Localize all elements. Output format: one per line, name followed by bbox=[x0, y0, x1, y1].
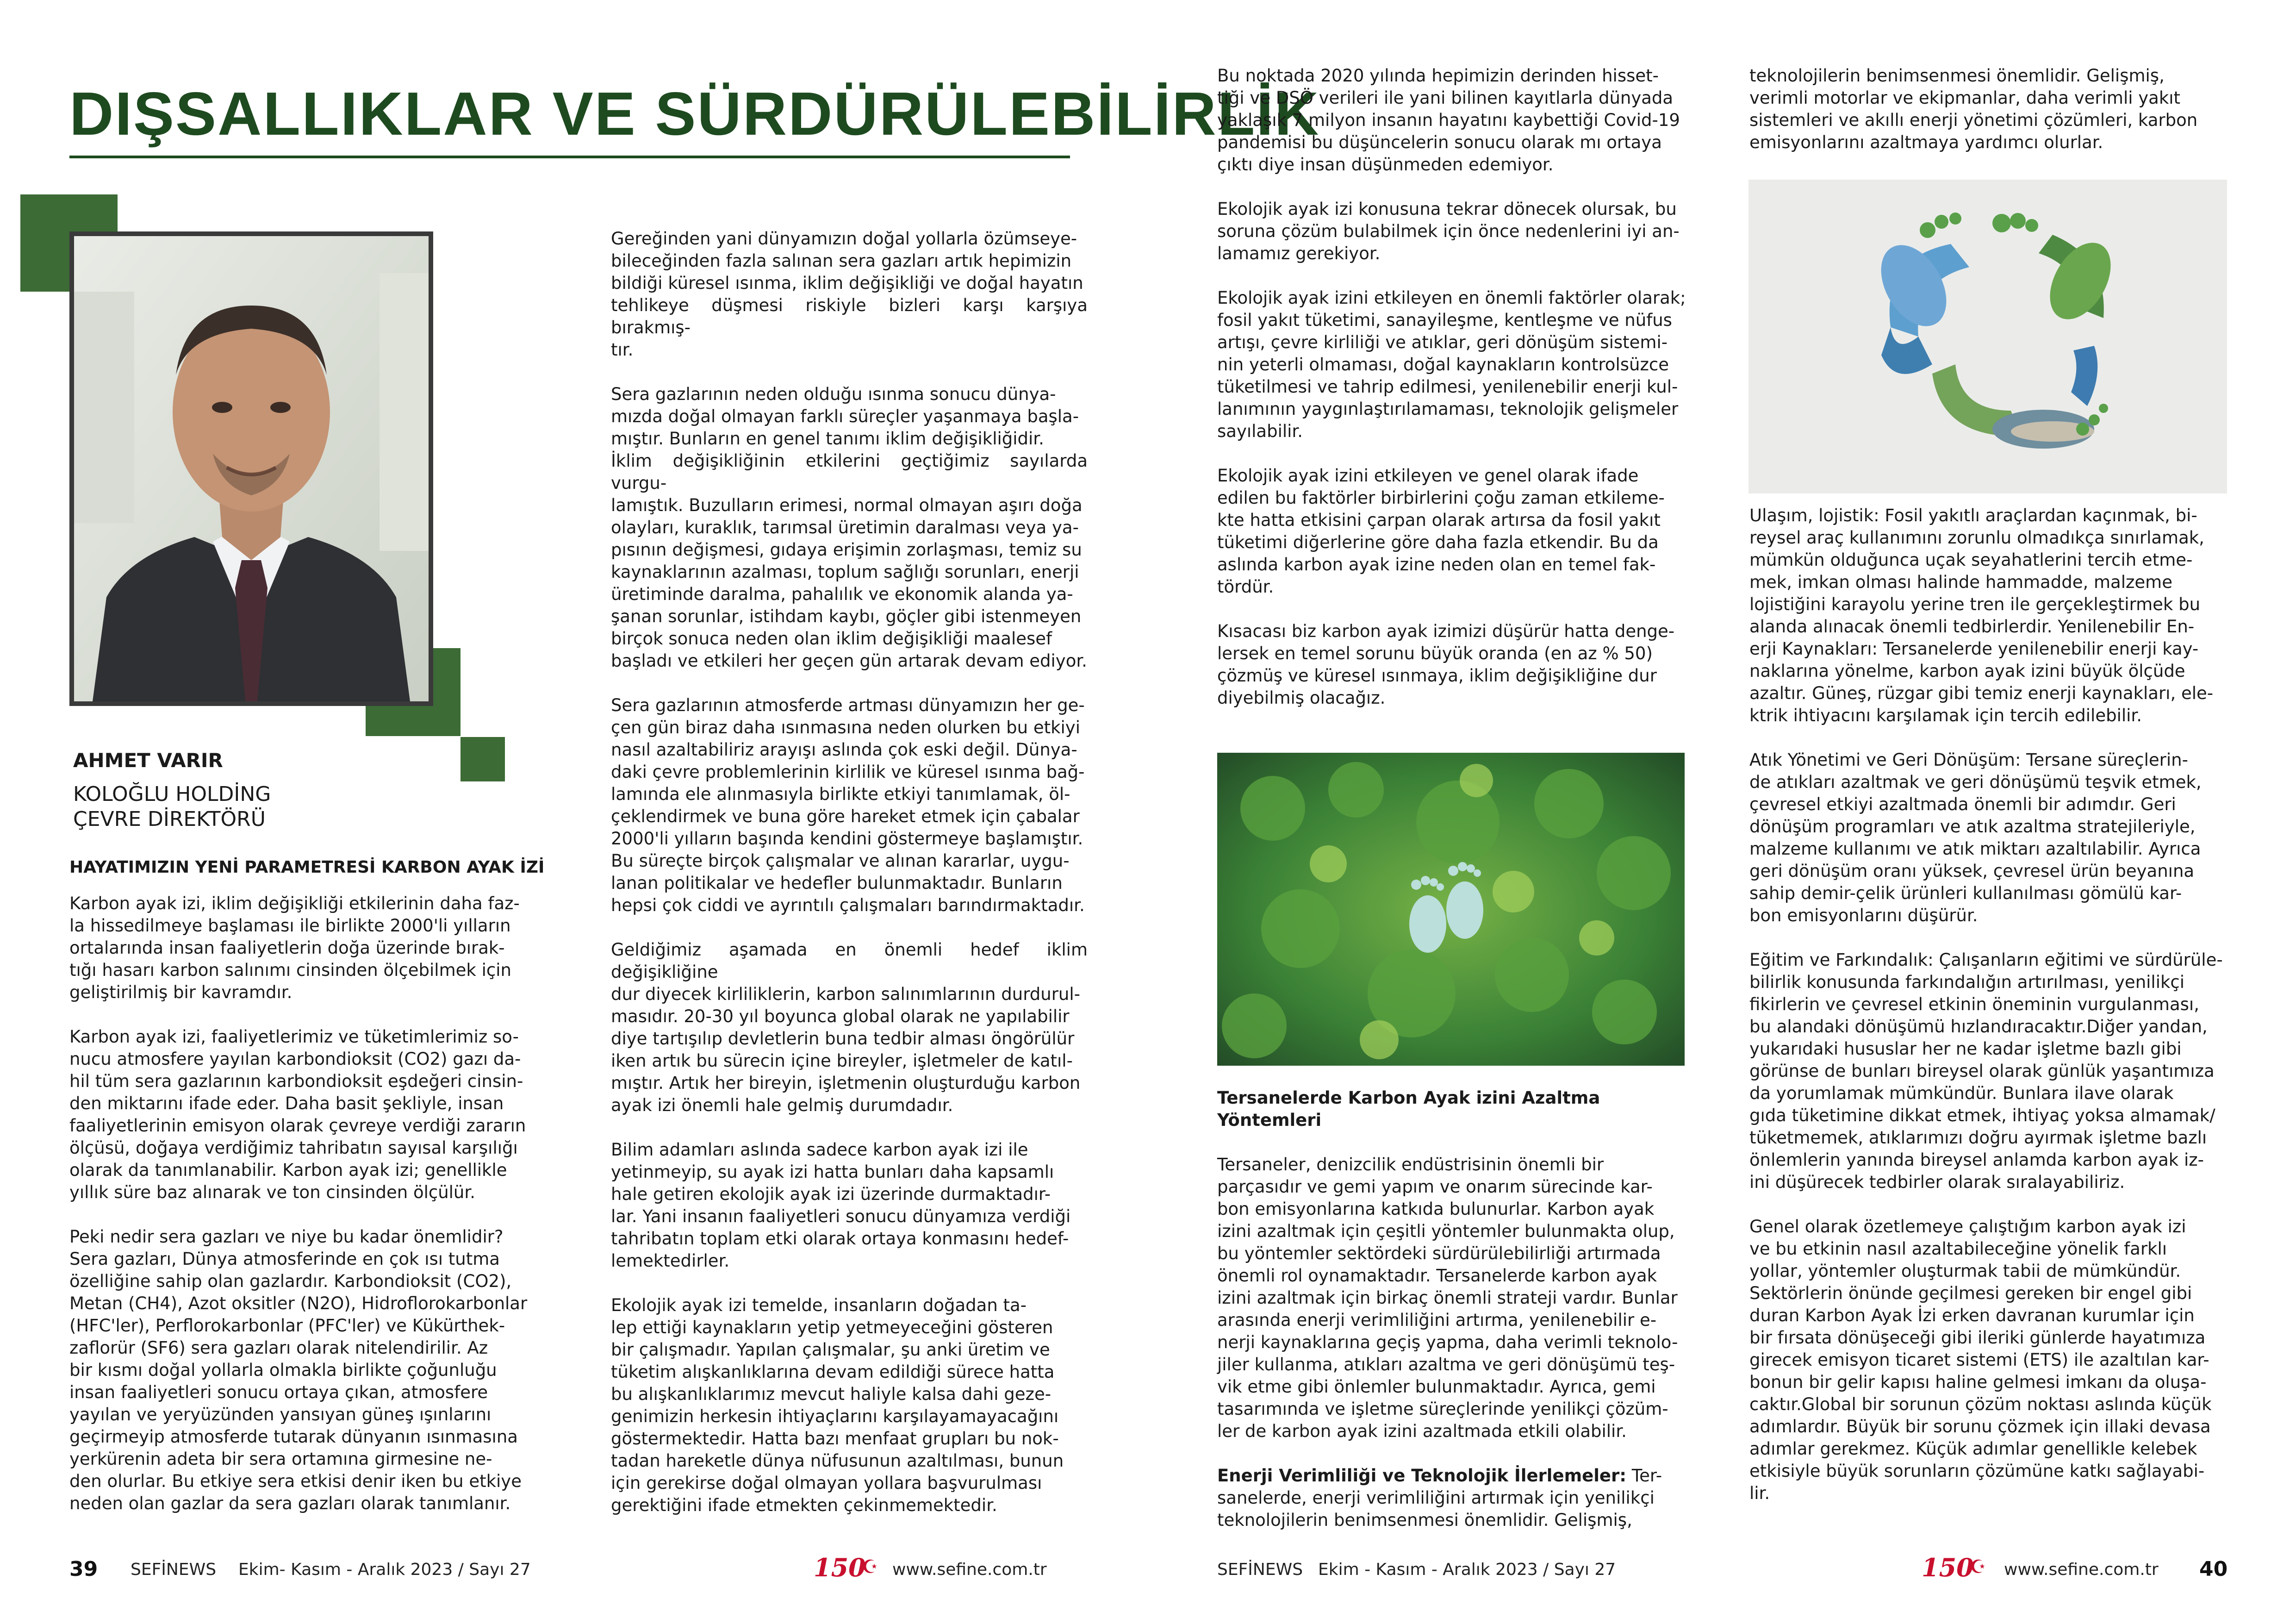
issue-info-right: Ekim - Kasım - Aralık 2023 / Sayı 27 bbox=[1318, 1560, 1616, 1579]
author-company: KOLOĞLU HOLDİNG bbox=[73, 782, 271, 806]
paragraph: teknolojilerin benimsenmesi önemlidir. Gelişmiş, verimli motorlar ve ekipmanlar, daha verimli yakıt sistemleri ve akıllı enerji yönetimi çözümleri, karbon emisyonlarını azaltmaya yardımcı olurlar. bbox=[1749, 66, 2198, 152]
page-number-left: 39 bbox=[69, 1557, 98, 1581]
column-4 bbox=[1749, 65, 2226, 176]
forest-footprint-image bbox=[1217, 753, 1685, 1066]
section-heading: HAYATIMIZIN YENİ PARAMETRESİ KARBON AYAK İZİ bbox=[69, 858, 545, 877]
paragraph: Ekolojik ayak izi temelde, insanların doğadan ta- lep ettiği kaynakların yetip yetmeyeceğini gösteren bir çalışmadır. Yapılan çalışmalar, şu anki üretim ve tüketim alışkanlıklarına devam edildiği sürece hatta bu alışkanlıklarımız mevcut haliyle kalsa dahi geze- genimizin herkesin ihtiyaçlarını karşılayamayacağını göstermektedir. Hatta bazı menfaat grupları bu nok- tadan hareketle dünya nüfusunun azaltılması, bunun için gerekirse doğal olmayan yollara başvurulması gerektiğini ifade etmekten çekinmemektedir. bbox=[611, 1295, 1064, 1515]
paragraph: Sera gazlarının atmosferde artması dünyamızın her ge- çen gün biraz daha ısınmasına neden olurken bu etkiyi nasıl azaltabiliriz arayışı aslında çok eski değil. Dünya- daki çevre problemlerinin kirlilik ve küresel ısınma bağ- lamında ele alınmasıyla birlikte etkiyi tanımlamak, öl- çeklendirmek ve buna göre hareket etmek için çabalar 2000'li yılların başında kendini göstermeye başlamıştır. Bu süreçte birçok çalışmalar ve alınan kararlar, uygu- lanan politikalar ve hedefler bulunmaktadır. Bunların hepsi çok ciddi ve ayrıntılı çalışmaları barındırmaktadır. bbox=[611, 695, 1085, 915]
paragraph: Genel olarak özetlemeye çalıştığım karbon ayak izi ve bu etkinin nasıl azaltabileceğine yönelik farklı yollar, yöntemler oluşturmak tabii de mümkündür. Sektörlerin önünde geçilmesi gereken bir engel gibi duran Karbon Ayak İzi erken davranan kurumlar için bir fırsata dönüşeceği gibi ileriki günlerde hayatımıza girecek emisyon ticaret sistemi (ETS) ile azaltılan kar- bonun bir gelir kapısı haline gelmesi imkanı da oluşa- caktır.Global bir sorunun çözüm noktası aslında küçük adımlardır. Büyük bir sorunu çözmek için illaki devasa adımlar gerekmez. Küçük adımlar genellikle kelebek etkisiyle büyük sorunların çözümüne katkı sağlayabi- lir. bbox=[1749, 1217, 2212, 1503]
star-crescent-icon: ☪ bbox=[862, 1556, 878, 1578]
sefine-150-logo-left: 150 bbox=[814, 1553, 866, 1582]
paragraph bbox=[1217, 1465, 1694, 1531]
paragraph: Bilim adamları aslında sadece karbon ayak izi ile yetinmeyip, su ayak izi hatta bunları daha kapsamlı hale getiren ekolojik ayak izi üzerinde durmaktadır- lar. Yani insanın faaliyetleri sonucu dünyamıza verdiği tahribatın toplam etki olarak ortaya konmasını hedef- lemektedirler. bbox=[611, 1140, 1071, 1271]
paragraph: Peki nedir sera gazları ve niye bu kadar önemlidir? Sera gazları, Dünya atmosferinde en çok ısı tutma özelliğine sahip olan gazlardır. Karbondioksit (CO2), Metan (CH4), Azot oksitler (N2O), Hidroflorokarbonlar (HFC'ler), Perflorokarbonlar (PFC'ler) ve Kükürthek- zaflorür (SF6) sera gazları olarak nitelendirilir. Az bir kısmı doğal yollarla olmakla birlikte çoğunluğu insan faaliyetleri sonucu ortaya çıkan, atmosfere yayılan ve yeryüzünden yansıyan güneş ışınlarını geçirmeyip atmosferde tutarak dünyanın ısınmasına yerkürenin adeta bir sera ortamına girmesine ne- den olurlar. Bu etkiye sera etkisi denir iken bu etkiye neden olan gazlar da sera gazları olarak tanımlanır. bbox=[69, 1227, 528, 1513]
footprint-recycle-image bbox=[1748, 180, 2227, 493]
paragraph: Ekolojik ayak izini etkileyen en önemli faktörler olarak; fosil yakıt tüketimi, sanayileşme, kentleşme ve nüfus artışı, çevre kirliliği ve atıklar, geri dönüşüm sistemi- nin yeterli olmaması, doğal kaynakların kontrolsüzce tüketilmesi ve tahrip edilmesi, yenilenebilir enerji kul- lanımının yaygınlaştırılamaması, teknolojik gelişmeler sayılabilir. bbox=[1217, 288, 1686, 441]
magazine-name-left: SEFİNEWS bbox=[131, 1560, 217, 1579]
column-2 bbox=[611, 228, 1088, 1539]
paragraph: Eğitim ve Farkındalık: Çalışanların eğitimi ve sürdürüle- bilirlik konusunda farkındalığın artırılması, yenilikçi fikirlerin ve çevresel etkinin öneminin vurgulanması, bu alandaki dönüşümü hızlandıracaktır.Diğer yandan, yukarıdaki hususlar her ne kadar işletme bazlı gibi görünse de bunları bireysel olarak günlük yaşantımıza da yorumlamak mümkündür. Bunlara ilave olarak gıda tüketimine dikkat etmek, ihtiyaç yoksa almamak/ tüketmemek, atıklarımızı doğru ayırmak işletme bazlı önlemlerin yanında bireysel anlamda karbon ayak iz- ini düşürecek tedbirler olarak sıralayabiliriz. bbox=[1749, 950, 2223, 1192]
issue-info-left: Ekim- Kasım - Aralık 2023 / Sayı 27 bbox=[238, 1560, 531, 1579]
title-underline bbox=[69, 156, 1070, 158]
author-name: AHMET VARIR bbox=[73, 749, 223, 772]
author-role: ÇEVRE DİREKTÖRÜ bbox=[73, 807, 266, 831]
paragraph: Ulaşım, lojistik: Fosil yakıtlı araçlardan kaçınmak, bi- reysel araç kullanımını zorunlu olmadıkça sınırlamak, mümkün olduğunca uçak seyahatlerini tercih etme- mek, imkan olması halinde hammadde, malzeme lojistiğini karayolu yerine tren ile gerçekleştirmek bu alanda alınacak önemli tedbirlerdir. Yenilenebilir En- erji Kaynakları: Tersanelerde yenilenebilir enerji kay- naklarına yönelme, karbon ayak izini büyük ölçüde azaltır. Güneş, rüzgar gibi temiz enerji kaynakları, ele- ktrik ihtiyacını karşılamak için tercih edilebilir. bbox=[1749, 506, 2214, 725]
column-3-continued bbox=[1217, 1087, 1694, 1554]
section-heading: Tersanelerde Karbon Ayak izini Azaltma Yöntemleri bbox=[1217, 1088, 1600, 1130]
paragraph: Atık Yönetimi ve Geri Dönüşüm: Tersane süreçlerin- de atıkları azaltmak ve geri dönüşümü teşvik etmek, çevresel etkiyi azaltmada önemli bir adımdır. Geri dönüşüm programları ve atık azaltma stratejileriyle, malzeme kullanımı ve atık miktarı azaltılabilir. Ayrıca geri dönüşüm oranı yüksek, çevresel ürün beyanına sahip demir-çelik ürünleri kullanılması gömülü kar- bon emisyonlarını düşürür. bbox=[1749, 750, 2202, 925]
author-portrait-image bbox=[74, 236, 429, 701]
inline-heading: Enerji Verimliliği ve Teknolojik İlerlemeler: bbox=[1217, 1466, 1627, 1486]
star-crescent-icon: ☪ bbox=[1970, 1556, 1986, 1578]
column-4-continued bbox=[1749, 505, 2226, 1527]
paragraph: Gereğinden yani dünyamızın doğal yollarla özümseye- bileceğinden fazla salınan sera gazları artık hepimizin bildiği küresel ısınma, iklim değişikliği ve doğal hayatın tehlikeye düşmesi riskiyle bizleri karşı karşıya bırakmış- tır. bbox=[611, 229, 1088, 360]
column-1 bbox=[69, 856, 546, 1537]
author-photo bbox=[69, 231, 433, 706]
paragraph: Kısacası biz karbon ayak izimizi düşürür hatta denge- lersek en temel sorunu büyük oranda (en az % 50) çözmüş ve küresel ısınmaya, iklim değişikliğine dur diyebilmiş olacağız. bbox=[1217, 621, 1675, 708]
paragraph-text: Ter- sanelerde, enerji verimliliğini artırmak için yenilikçi teknolojilerin benimsenmesi önemlidir. Gelişmiş, bbox=[1217, 1466, 1662, 1530]
paragraph: Sera gazlarının neden olduğu ısınma sonucu dünya- mızda doğal olmayan farklı süreçler yaşanmaya başla- mıştır. Bunların en genel tanımı iklim değişikliğidir. İklim değişikliğinin etkilerini geçtiğimiz sayılarda vurgu- lamıştık. Buzulların erimesi, normal olmayan aşırı doğa olayları, kuraklık, tarımsal üretimin daralması veya ya- pısının değişmesi, gıdaya erişimin zorlaşması, temiz su kaynaklarının azalması, toplum sağlığı sorunları, enerji üretiminde daralma, pahalılık ve ekonomik alanda ya- şanan sorunlar, istihdam kaybı, göçler gibi istenmeyen birçok sonuca neden olan iklim değişikliği maalesef başladı ve etkileri her geçen gün artarak devam ediyor. bbox=[611, 384, 1088, 671]
magazine-name-right: SEFİNEWS bbox=[1217, 1560, 1303, 1579]
paragraph: Ekolojik ayak izini etkileyen ve genel olarak ifade edilen bu faktörler birbirlerini çoğu zaman etkileme- kte hatta etkisini çarpan olarak artırsa da fosil yakıt tüketimi diğerlerine göre daha fazla etkendir. Bu da aslında karbon ayak izine neden olan en temel fak- tördür. bbox=[1217, 466, 1665, 597]
page-title: DIŞSALLIKLAR VE SÜRDÜRÜLEBİLİRLİK bbox=[69, 80, 1320, 148]
paragraph: Karbon ayak izi, faaliyetlerimiz ve tüketimlerimiz so- nucu atmosfere yayılan karbondioksit (CO2) gazı da- hil tüm sera gazlarının karbondioksit eşdeğeri cinsin- den miktarını ifade eder. Daha basit şekliyle, insan faaliyetlerinin emisyon olarak çevreye verdiği zararın ölçüsü, doğaya verdiğimiz tahribatın sayısal karşılığı olarak da tanımlanabilir. Karbon ayak izi; genellikle yıllık süre baz alınarak ve ton cinsinden ölçülür. bbox=[69, 1027, 526, 1202]
paragraph: Karbon ayak izi, iklim değişikliği etkilerinin daha faz- la hissedilmeye başlaması ile birlikte 2000'li yılların ortalarında insan faaliyetlerin doğa üzerinde bırak- tığı hasarı karbon salınımı cinsinden ölçebilmek için geliştirilmiş bir kavramdır. bbox=[69, 893, 520, 1002]
paragraph: Geldiğimiz aşamada en önemli hedef iklim değişikliğine dur diyecek kirliliklerin, karbon salınımlarının durdurul- masıdır. 20-30 yıl boyunca global olarak ne yapılabilir diye tartışılıp devletlerin buna tedbir alması öngörülür iken artık bu sürecin içine bireyler, işletmeler de katıl- mıştır. Artık her bireyin, işletmenin oluşturduğu karbon ayak izi önemli hale gelmiş durumdadır. bbox=[611, 940, 1088, 1115]
sefine-150-logo-right: 150 bbox=[1922, 1553, 1974, 1582]
decor-square-bottom bbox=[460, 737, 505, 781]
paragraph: Bu noktada 2020 yılında hepimizin derinden hisset- tiği ve DSÖ verileri ile yani bilinen kayıtlarla dünyada yaklaşık 7 milyon insanın hayatını kaybettiği Covid-19 pandemisi bu düşüncelerin sonucu olarak mı ortaya çıktı diye insan düşünmeden edemiyor. bbox=[1217, 66, 1680, 175]
column-3 bbox=[1217, 65, 1694, 731]
website-link-right[interactable]: www.sefine.com.tr bbox=[2004, 1560, 2159, 1579]
paragraph: Ekolojik ayak izi konusuna tekrar dönecek olursak, bu soruna çözüm bulabilmek için önce nedenlerini iyi an- lamamız gerekiyor. bbox=[1217, 199, 1680, 263]
website-link-left[interactable]: www.sefine.com.tr bbox=[892, 1560, 1047, 1579]
paragraph: Tersaneler, denizcilik endüstrisinin önemli bir parçasıdır ve gemi yapım ve onarım sürecinde kar- bon emisyonlarına katkıda bulunurlar. Karbon ayak izini azaltmak için çeşitli yöntemler bulunmakta olup, bu yöntemler sektördeki sürdürülebilirliği artırmada önemli rol oynamaktadır. Tersanelerde karbon ayak izini azaltmak için birkaç önemli strateji vardır. Bunlar arasında enerji verimliliğini artırma, yenilenebilir e- nerji kaynaklarına geçiş yapma, daha verimli teknolo- jiler kullanma, atıkları azaltma ve geri dönüşümü teş- vik etme gibi önlemler bulunmaktadır. Ayrıca, gemi tasarımında ve işletme süreçlerinde yenilikçi çözüm- ler de karbon ayak izini azaltmada etkili olabilir. bbox=[1217, 1155, 1678, 1441]
page-number-right: 40 bbox=[2199, 1557, 2228, 1581]
